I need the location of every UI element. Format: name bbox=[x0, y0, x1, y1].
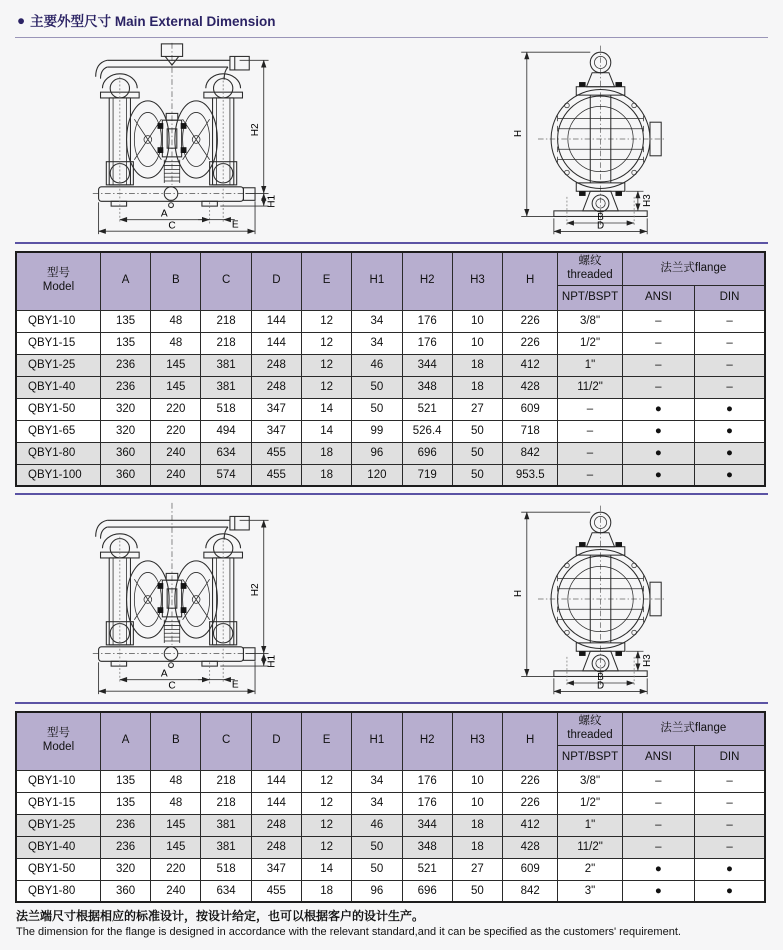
value-cell: – bbox=[622, 792, 694, 814]
table-header bbox=[16, 252, 765, 310]
value-cell: 96 bbox=[352, 442, 402, 464]
value-cell: – bbox=[622, 770, 694, 792]
model-cell: QBY1-80 bbox=[16, 880, 100, 902]
value-cell: 50 bbox=[352, 836, 402, 858]
value-cell: 135 bbox=[100, 770, 150, 792]
value-cell: 248 bbox=[251, 354, 301, 376]
value-cell: – bbox=[622, 376, 694, 398]
header-dim-h3: H3 bbox=[452, 712, 502, 770]
value-cell: ● bbox=[695, 420, 765, 442]
section-divider bbox=[15, 493, 768, 495]
dim-label-d: D bbox=[596, 680, 605, 692]
value-cell: ● bbox=[622, 442, 694, 464]
pump-side-view-drawing bbox=[496, 40, 706, 238]
header-threaded: 螺纹 threaded bbox=[558, 252, 622, 285]
value-cell: 12 bbox=[302, 814, 352, 836]
value-cell: 34 bbox=[352, 310, 402, 332]
header-model: 型号 Model bbox=[16, 252, 100, 310]
value-cell: 18 bbox=[302, 880, 352, 902]
page-title bbox=[15, 6, 768, 37]
value-cell: 609 bbox=[503, 398, 558, 420]
value-cell: 218 bbox=[201, 332, 251, 354]
table-row bbox=[16, 858, 765, 880]
value-cell: 248 bbox=[251, 814, 301, 836]
value-cell: 347 bbox=[251, 858, 301, 880]
value-cell: – bbox=[695, 770, 765, 792]
value-cell: 120 bbox=[352, 464, 402, 486]
value-cell: 12 bbox=[302, 354, 352, 376]
side-view-slot-1 bbox=[496, 40, 706, 238]
value-cell: 220 bbox=[151, 858, 201, 880]
value-cell: – bbox=[695, 310, 765, 332]
value-cell: – bbox=[558, 442, 622, 464]
value-cell: 428 bbox=[503, 376, 558, 398]
value-cell: 176 bbox=[402, 332, 452, 354]
model-cell: QBY1-50 bbox=[16, 858, 100, 880]
value-cell: 842 bbox=[503, 442, 558, 464]
value-cell: 50 bbox=[352, 858, 402, 880]
value-cell: ● bbox=[622, 420, 694, 442]
value-cell: – bbox=[558, 398, 622, 420]
model-cell: QBY1-10 bbox=[16, 310, 100, 332]
value-cell: 34 bbox=[352, 770, 402, 792]
dim-label-b: B bbox=[597, 211, 604, 223]
value-cell: 99 bbox=[352, 420, 402, 442]
value-cell: 10 bbox=[452, 332, 502, 354]
value-cell: 381 bbox=[201, 354, 251, 376]
value-cell: 455 bbox=[251, 464, 301, 486]
value-cell: 718 bbox=[503, 420, 558, 442]
value-cell: ● bbox=[622, 464, 694, 486]
header-din: DIN bbox=[695, 745, 765, 770]
dim-label-h1: H1 bbox=[266, 654, 278, 668]
value-cell: 50 bbox=[452, 880, 502, 902]
value-cell: 50 bbox=[352, 376, 402, 398]
header-dim-c: C bbox=[201, 712, 251, 770]
header-dim-b: B bbox=[151, 252, 201, 310]
value-cell: 18 bbox=[452, 376, 502, 398]
value-cell: 236 bbox=[100, 354, 150, 376]
table-row bbox=[16, 770, 765, 792]
value-cell: 34 bbox=[352, 332, 402, 354]
value-cell: 145 bbox=[151, 376, 201, 398]
value-cell: ● bbox=[622, 398, 694, 420]
table-row bbox=[16, 442, 765, 464]
table-row bbox=[16, 420, 765, 442]
table-row bbox=[16, 310, 765, 332]
value-cell: – bbox=[695, 332, 765, 354]
value-cell: 135 bbox=[100, 792, 150, 814]
value-cell: 18 bbox=[302, 442, 352, 464]
value-cell: 11/2" bbox=[558, 836, 622, 858]
dim-label-h: H bbox=[513, 589, 525, 597]
value-cell: 494 bbox=[201, 420, 251, 442]
drawing-section-2 bbox=[15, 498, 768, 699]
value-cell: 12 bbox=[302, 376, 352, 398]
dim-label-h2: H2 bbox=[249, 582, 261, 596]
value-cell: 12 bbox=[302, 770, 352, 792]
dim-label-a: A bbox=[160, 668, 168, 680]
table-body bbox=[16, 310, 765, 486]
value-cell: 14 bbox=[302, 420, 352, 442]
value-cell: 50 bbox=[452, 442, 502, 464]
value-cell: 145 bbox=[151, 814, 201, 836]
footer-note-en: The dimension for the flange is designed in accordance with the relevant standard,and it can be specified as the customers' requirement. bbox=[16, 925, 681, 938]
value-cell: 842 bbox=[503, 880, 558, 902]
model-cell: QBY1-40 bbox=[16, 376, 100, 398]
value-cell: – bbox=[558, 420, 622, 442]
value-cell: 348 bbox=[402, 836, 452, 858]
value-cell: 144 bbox=[251, 792, 301, 814]
value-cell: 220 bbox=[151, 420, 201, 442]
dim-label-h2: H2 bbox=[249, 122, 261, 136]
table-row bbox=[16, 814, 765, 836]
dimension-table bbox=[15, 711, 766, 903]
value-cell: 3/8" bbox=[558, 770, 622, 792]
value-cell: 344 bbox=[402, 354, 452, 376]
value-cell: 50 bbox=[352, 398, 402, 420]
table-slot-2 bbox=[15, 711, 768, 903]
value-cell: 12 bbox=[302, 792, 352, 814]
pump-front-view-drawing bbox=[87, 40, 369, 238]
dim-label-e: E bbox=[231, 678, 239, 690]
value-cell: 236 bbox=[100, 376, 150, 398]
section-divider bbox=[15, 702, 768, 704]
value-cell: 145 bbox=[151, 354, 201, 376]
value-cell: 348 bbox=[402, 376, 452, 398]
value-cell: 12 bbox=[302, 836, 352, 858]
value-cell: 10 bbox=[452, 792, 502, 814]
value-cell: 11/2" bbox=[558, 376, 622, 398]
dim-label-a: A bbox=[160, 208, 168, 220]
value-cell: 96 bbox=[352, 880, 402, 902]
side-view-slot-2 bbox=[496, 500, 706, 698]
value-cell: 719 bbox=[402, 464, 452, 486]
header-npt-bspt: NPT/BSPT bbox=[558, 745, 622, 770]
value-cell: 18 bbox=[452, 814, 502, 836]
value-cell: – bbox=[558, 464, 622, 486]
value-cell: 248 bbox=[251, 836, 301, 858]
value-cell: 144 bbox=[251, 310, 301, 332]
value-cell: – bbox=[622, 814, 694, 836]
model-cell: QBY1-50 bbox=[16, 398, 100, 420]
value-cell: 226 bbox=[503, 792, 558, 814]
value-cell: – bbox=[622, 836, 694, 858]
value-cell: – bbox=[622, 354, 694, 376]
value-cell: 218 bbox=[201, 770, 251, 792]
header-ansi: ANSI bbox=[622, 285, 694, 310]
header-npt-bspt: NPT/BSPT bbox=[558, 285, 622, 310]
dim-label-b: B bbox=[597, 671, 604, 683]
value-cell: 526.4 bbox=[402, 420, 452, 442]
value-cell: 236 bbox=[100, 836, 150, 858]
value-cell: 344 bbox=[402, 814, 452, 836]
value-cell: 574 bbox=[201, 464, 251, 486]
value-cell: 320 bbox=[100, 858, 150, 880]
header-dim-h2: H2 bbox=[402, 712, 452, 770]
value-cell: 18 bbox=[452, 354, 502, 376]
header-dim-b: B bbox=[151, 712, 201, 770]
model-cell: QBY1-65 bbox=[16, 420, 100, 442]
value-cell: 634 bbox=[201, 442, 251, 464]
value-cell: 48 bbox=[151, 332, 201, 354]
header-dim-h1: H1 bbox=[352, 252, 402, 310]
value-cell: 144 bbox=[251, 770, 301, 792]
value-cell: 248 bbox=[251, 376, 301, 398]
table-row bbox=[16, 332, 765, 354]
model-cell: QBY1-100 bbox=[16, 464, 100, 486]
header-dim-c: C bbox=[201, 252, 251, 310]
dim-label-h3: H3 bbox=[642, 193, 653, 207]
value-cell: 218 bbox=[201, 792, 251, 814]
value-cell: 27 bbox=[452, 858, 502, 880]
table-row bbox=[16, 880, 765, 902]
value-cell: 953.5 bbox=[503, 464, 558, 486]
value-cell: 1" bbox=[558, 354, 622, 376]
value-cell: 10 bbox=[452, 770, 502, 792]
value-cell: 218 bbox=[201, 310, 251, 332]
value-cell: 48 bbox=[151, 770, 201, 792]
front-view-slot-2 bbox=[87, 500, 369, 698]
value-cell: 521 bbox=[402, 858, 452, 880]
value-cell: 34 bbox=[352, 792, 402, 814]
value-cell: 176 bbox=[402, 770, 452, 792]
header-flange: 法兰式flange bbox=[622, 712, 765, 745]
value-cell: 455 bbox=[251, 442, 301, 464]
header-model: 型号 Model bbox=[16, 712, 100, 770]
value-cell: 48 bbox=[151, 310, 201, 332]
table-row bbox=[16, 836, 765, 858]
value-cell: – bbox=[695, 354, 765, 376]
value-cell: 27 bbox=[452, 398, 502, 420]
header-dim-h1: H1 bbox=[352, 712, 402, 770]
value-cell: 360 bbox=[100, 442, 150, 464]
pump-side-view-drawing bbox=[496, 500, 706, 698]
value-cell: – bbox=[695, 792, 765, 814]
header-dim-h: H bbox=[503, 252, 558, 310]
value-cell: 1" bbox=[558, 814, 622, 836]
value-cell: ● bbox=[695, 442, 765, 464]
value-cell: – bbox=[622, 310, 694, 332]
value-cell: 135 bbox=[100, 332, 150, 354]
value-cell: 518 bbox=[201, 398, 251, 420]
table-slot-1 bbox=[15, 251, 768, 487]
dim-label-h: H bbox=[513, 129, 525, 137]
value-cell: 14 bbox=[302, 858, 352, 880]
section-divider bbox=[15, 242, 768, 244]
value-cell: 240 bbox=[151, 442, 201, 464]
header-dim-h2: H2 bbox=[402, 252, 452, 310]
table-row bbox=[16, 792, 765, 814]
value-cell: 226 bbox=[503, 310, 558, 332]
value-cell: 46 bbox=[352, 354, 402, 376]
value-cell: 521 bbox=[402, 398, 452, 420]
value-cell: – bbox=[622, 332, 694, 354]
value-cell: 12 bbox=[302, 332, 352, 354]
model-cell: QBY1-25 bbox=[16, 814, 100, 836]
value-cell: 236 bbox=[100, 814, 150, 836]
dim-label-h3: H3 bbox=[642, 653, 653, 667]
dim-label-d: D bbox=[596, 220, 605, 232]
page-title-text: 主要外型尺寸 Main External Dimension bbox=[30, 14, 276, 29]
value-cell: 135 bbox=[100, 310, 150, 332]
value-cell: 50 bbox=[452, 464, 502, 486]
header-dim-a: A bbox=[100, 252, 150, 310]
value-cell: 347 bbox=[251, 398, 301, 420]
header-dim-h3: H3 bbox=[452, 252, 502, 310]
value-cell: 12 bbox=[302, 310, 352, 332]
drawing-section-1 bbox=[15, 38, 768, 239]
value-cell: 347 bbox=[251, 420, 301, 442]
value-cell: 381 bbox=[201, 814, 251, 836]
value-cell: ● bbox=[622, 858, 694, 880]
value-cell: ● bbox=[695, 464, 765, 486]
header-dim-e: E bbox=[302, 252, 352, 310]
pump-front-view-drawing bbox=[87, 500, 369, 698]
value-cell: 518 bbox=[201, 858, 251, 880]
model-cell: QBY1-15 bbox=[16, 792, 100, 814]
value-cell: 320 bbox=[100, 420, 150, 442]
header-threaded: 螺纹 threaded bbox=[558, 712, 622, 745]
value-cell: 18 bbox=[302, 464, 352, 486]
value-cell: 634 bbox=[201, 880, 251, 902]
value-cell: 48 bbox=[151, 792, 201, 814]
header-dim-d: D bbox=[251, 712, 301, 770]
model-cell: QBY1-10 bbox=[16, 770, 100, 792]
value-cell: – bbox=[695, 836, 765, 858]
header-flange: 法兰式flange bbox=[622, 252, 765, 285]
value-cell: 696 bbox=[402, 880, 452, 902]
value-cell: 455 bbox=[251, 880, 301, 902]
header-dim-d: D bbox=[251, 252, 301, 310]
model-cell: QBY1-15 bbox=[16, 332, 100, 354]
value-cell: ● bbox=[695, 398, 765, 420]
value-cell: ● bbox=[695, 880, 765, 902]
value-cell: 46 bbox=[352, 814, 402, 836]
value-cell: 428 bbox=[503, 836, 558, 858]
value-cell: 1/2" bbox=[558, 332, 622, 354]
table-row bbox=[16, 376, 765, 398]
value-cell: 240 bbox=[151, 880, 201, 902]
value-cell: 176 bbox=[402, 792, 452, 814]
value-cell: 145 bbox=[151, 836, 201, 858]
value-cell: ● bbox=[695, 858, 765, 880]
value-cell: 240 bbox=[151, 464, 201, 486]
table-body bbox=[16, 770, 765, 902]
table-row bbox=[16, 398, 765, 420]
value-cell: 3/8" bbox=[558, 310, 622, 332]
value-cell: 220 bbox=[151, 398, 201, 420]
model-cell: QBY1-40 bbox=[16, 836, 100, 858]
value-cell: 320 bbox=[100, 398, 150, 420]
dim-label-h1: H1 bbox=[266, 194, 278, 208]
value-cell: – bbox=[695, 814, 765, 836]
value-cell: 412 bbox=[503, 814, 558, 836]
value-cell: – bbox=[695, 376, 765, 398]
value-cell: 144 bbox=[251, 332, 301, 354]
front-view-slot-1 bbox=[87, 40, 369, 238]
dim-label-e: E bbox=[231, 218, 239, 230]
value-cell: 18 bbox=[452, 836, 502, 858]
header-dim-h: H bbox=[503, 712, 558, 770]
header-dim-e: E bbox=[302, 712, 352, 770]
value-cell: 14 bbox=[302, 398, 352, 420]
value-cell: 226 bbox=[503, 332, 558, 354]
value-cell: 2" bbox=[558, 858, 622, 880]
header-din: DIN bbox=[695, 285, 765, 310]
dim-label-c: C bbox=[168, 679, 176, 691]
footer-note-zh: 法兰端尺寸根据相应的标准设计，按设计给定，也可以根据客户的设计生产。 bbox=[16, 909, 425, 923]
header-ansi: ANSI bbox=[622, 745, 694, 770]
value-cell: 50 bbox=[452, 420, 502, 442]
footer-note bbox=[15, 909, 768, 939]
dim-label-c: C bbox=[168, 219, 176, 231]
dimension-table bbox=[15, 251, 766, 487]
value-cell: 381 bbox=[201, 376, 251, 398]
value-cell: 412 bbox=[503, 354, 558, 376]
value-cell: 176 bbox=[402, 310, 452, 332]
value-cell: 10 bbox=[452, 310, 502, 332]
value-cell: 360 bbox=[100, 880, 150, 902]
value-cell: ● bbox=[622, 880, 694, 902]
model-cell: QBY1-25 bbox=[16, 354, 100, 376]
table-header bbox=[16, 712, 765, 770]
value-cell: 381 bbox=[201, 836, 251, 858]
value-cell: 360 bbox=[100, 464, 150, 486]
table-row bbox=[16, 464, 765, 486]
model-cell: QBY1-80 bbox=[16, 442, 100, 464]
value-cell: 1/2" bbox=[558, 792, 622, 814]
table-row bbox=[16, 354, 765, 376]
header-dim-a: A bbox=[100, 712, 150, 770]
value-cell: 3" bbox=[558, 880, 622, 902]
value-cell: 226 bbox=[503, 770, 558, 792]
value-cell: 609 bbox=[503, 858, 558, 880]
bullet-icon: ● bbox=[17, 12, 26, 28]
value-cell: 696 bbox=[402, 442, 452, 464]
